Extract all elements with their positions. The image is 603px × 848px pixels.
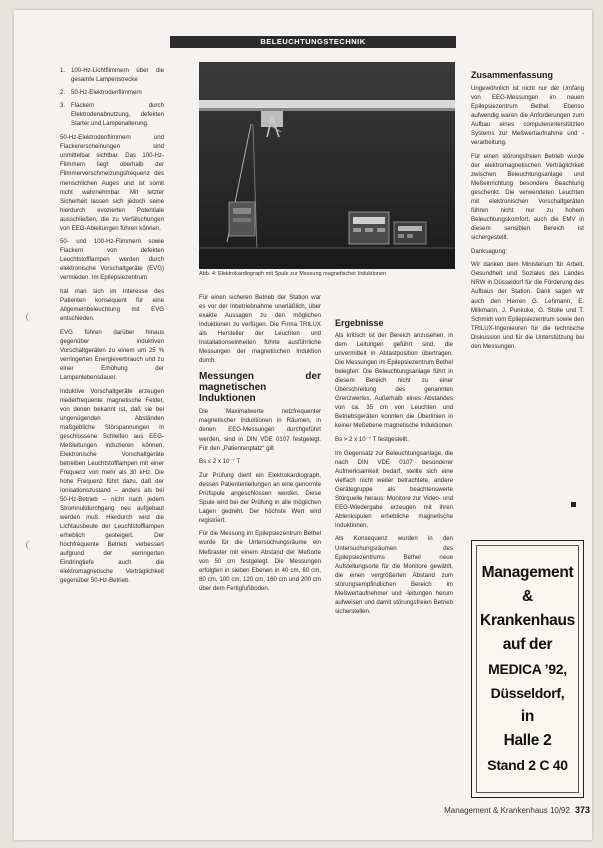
paragraph: Im Gegensatz zur Beleuchtungsanlage, die nach DIN VDE 0107 besonderer Aufmerksamkeit bedarf, stellte sich eine vielfach nicht weiter betrachtete, andere Gerätegruppe als beachtenswerte Störquelle heraus: Monitore zur Video- und EEG-Wiedergabe erzeugen mit ihren Ablenkspulen erhebliche magnetische Induktionen. (335, 449, 453, 529)
formula: Bs > 2 x 10⁻⁷ T festgestellt. (335, 436, 409, 444)
equipment-illustration (199, 62, 455, 269)
ad-line: Halle 2 (503, 732, 552, 749)
page-number: 373 (574, 805, 590, 815)
punch-hole-mark (26, 540, 32, 550)
paragraph: Als kritisch ist der Bereich anzusehen, in dem Leitungen geführt sind, die unvermittelt in Abtastposition übertragen. Die Messungen im Epilepsiezentrum Bethel belegten: Die Beleuchtungsanlage führt in diesem Bereich nicht zu einer Überschreitung des genannten Grenzwertes. Außerhalb eines Abstandes von ca. 35 cm von Leuchten und Betriebsgeräten konnten die Überlinien in keiner Meßebene magnetische Induktionen (335, 332, 453, 430)
list-item: 2. 50-Hz-Elektrodenflimmern (60, 89, 142, 97)
paragraph: Für einen störungsfreien Betrieb wurde der elektromagnetischen Verträglichkeit zwischen Beleuchtungsanlage und Meßeinrichtung besondere Beachtung geschenkt. Die verwendeten Leuchten mit elektronischen Vorschaltgeräten führen nicht nur zu hohem Beleuchtungskomfort, auch die EMV in diesem sensiblen Bereich ist sichergestellt. (471, 152, 584, 242)
section-heading: Messungen der magnetischen Induktionen (199, 371, 321, 405)
ad-line: auf der (502, 636, 553, 653)
column-2 (199, 293, 321, 597)
advertisement-box (471, 540, 584, 798)
paragraph: Wir danken dem Ministerium für Arbeit, Gesundheit und Soziales des Landes NRW in Düsseldorf für die Förderung des Aufbaus der Station. Dank sagen wir auch den Herren G. Lehmann, E. Milkmann, J. Punkoke, G. Stolle und T. Schmidt vom Epilepsiezentrum sowie den TRILUX-Ingenieuren für die technische Diskussion und für die Unterstützung bei den Messungen. (471, 261, 584, 350)
summary-heading: Zusammenfassung (471, 70, 554, 80)
column-4 (471, 84, 584, 355)
paragraph: Für die Messung im Epilepsiezentrum Bethel wurde für die Untersuchungsräume ein Meßraster mit einem Abstand der Meßorte von 50 cm festgelegt. Die Messungen erfolgten in sieben Ebenen in 40 cm, 60 cm, 80 cm, 100 cm, 120 cm, 160 cm und 200 cm über dem Fertigfußboden. (199, 530, 321, 592)
paragraph: Als Konsequenz wurden in den Untersuchungsräumen des Epilepsiezentrums Bethel neue Aufstellungsorte für die Monitore gewählt, die einen vergrößerten Abstand zum störungsempfindlichen Bereich im Meßwertaufnehmer und -leitungen herum aufweisen und damit störungsfreien Betrieb sicherstellen. (335, 535, 453, 615)
ad-line: & (522, 588, 533, 605)
punch-hole-mark (26, 312, 32, 322)
column-3 (335, 318, 453, 620)
paragraph: Für einen sicheren Betrieb der Station war es vor der Inbetriebnahme unerläßlich, über exakte Aussagen zu den möglichen Induktionen zu verfügen. Die Firma TRILUX als Hersteller der Leuchten und Installationseinheiten führte ausführliche Messungen der magnetischen Induktion durch. (199, 294, 321, 365)
figure-caption: Abb. 4: Elektrokardiograph mit Spule zur Messung magnetischer Induktionen (199, 271, 387, 277)
ad-line: Stand 2 C 40 (487, 757, 568, 773)
ad-line: MEDICA ’92, (488, 661, 567, 677)
paragraph: Zur Prüfung dient ein Elektrokardiograph, dessen Patientenleitungen an eine genormte Prüfspule angeschlossen werden. Diese Spule wird bei der Prüfung in alle möglichen Lagen gedreht. Der höchste Wert wird registriert. (199, 471, 321, 524)
paragraph: 50- und 100-Hz-Flimmern sowie Flackern von defekten Leuchtstofflampen werden durch elektronische Vorschaltgeräte (EVG) vermieden. Im Epilepsiezentrum (60, 238, 164, 282)
ad-line: in (520, 708, 535, 725)
end-of-article-mark (571, 502, 576, 507)
numbered-list (60, 66, 164, 128)
section-heading: Ergebnisse (335, 318, 384, 328)
formula: Bs ≤ 2 x 10⁻⁷ T (199, 458, 241, 466)
paragraph: Die Maximalwerte netzfrequenter magnetischer Induktionen in Räumen, in denen EEG-Messungen durchgeführt werden, sind in DIN VDE 0107 festgelegt. Für den „Patientenplatz“ gilt (199, 408, 321, 452)
paragraph: hat man sich im Interesse des Patienten konsequent für eine Allgemeinbeleuchtung mit EVG entschieden. (60, 288, 164, 323)
ad-line: Krankenhaus (480, 612, 575, 629)
advertisement-frame (476, 545, 579, 793)
paragraph: Induktive Vorschaltgeräte erzeugen niederfrequente magnetische Felder, von denen bekannt ist, daß sie bei ungenügenden Abständen maßgebliche Störspannungen in geschlossene Schleifen aus EEG-Meßleitungen induzieren können. Elektronische Vorschaltgeräte betreiben Leuchtstofflampen mit einer Frequenz von mehr als 30 kHz. Die hohe Frequenz führt dazu, daß der Ionisationszustand – anders als bei 50-Hz-Betrieb – nicht nach jedem Stromnulldurchgang neu aufgebaut werden muß. Hierdurch wird die Lichtausbeute der Leuchtstofflampen erheblich gesteigert. Der hochfrequente Betrieb verbessert aufgrund der verringerten Eindringtiefe auch die elektromagnetische Verträglichkeit gegenüber 50-Hz-Betrieb. (60, 387, 164, 585)
figure-photo (199, 62, 455, 269)
page-footer (400, 805, 590, 815)
acknowledgement-heading: Danksagung: (471, 247, 507, 255)
ad-line: Düsseldorf, (490, 685, 565, 701)
column-1 (60, 66, 164, 590)
list-item: 1. 100-Hz-Lichtflimmern über die gesamte Lampenstrecke (60, 67, 164, 84)
journal-name: Management & Krankenhaus 10/92 (444, 806, 570, 815)
list-item: 3. Flackern durch Elektrodenabnutzung, defekten Starter und Lampenalterung. (60, 102, 164, 128)
paragraph: 50-Hz-Elektrodenflimmern und Flackererscheinungen sind unmittelbar sichtbar. Das 100-Hz-Flimmern liegt oberhalb der Flimmerverschmelzungsfrequenz des menschlichen Auges und ist somit nicht wahrnehmbar. Mit letzter Sicherheit lassen sich jedoch seine hierdurch evozierten Potentiale ausschließen, die zu Verfälschungen von EEG-Ableitungen führen können. (60, 134, 164, 232)
paragraph: EVG führen darüber hinaus gegenüber induktiven Vorschaltgeräten zu einem um 25 % verringerten Energieverbrauch und zu einer Erhöhung der Lampenlebensdauer. (60, 328, 164, 381)
paragraph: Ungewöhnlich ist nicht nur der Umfang von EEG-Messungen im neuen Epilepsiezentrum Bethel. Ebenso aufwendig waren die Anforderungen zum Aufbau eines computerunterstützten Systems zur Meßwertaufnahme und -verarbeitung. (471, 85, 584, 147)
ad-line: Management (481, 564, 574, 581)
section-header: BELEUCHTUNGSTECHNIK (170, 36, 456, 48)
